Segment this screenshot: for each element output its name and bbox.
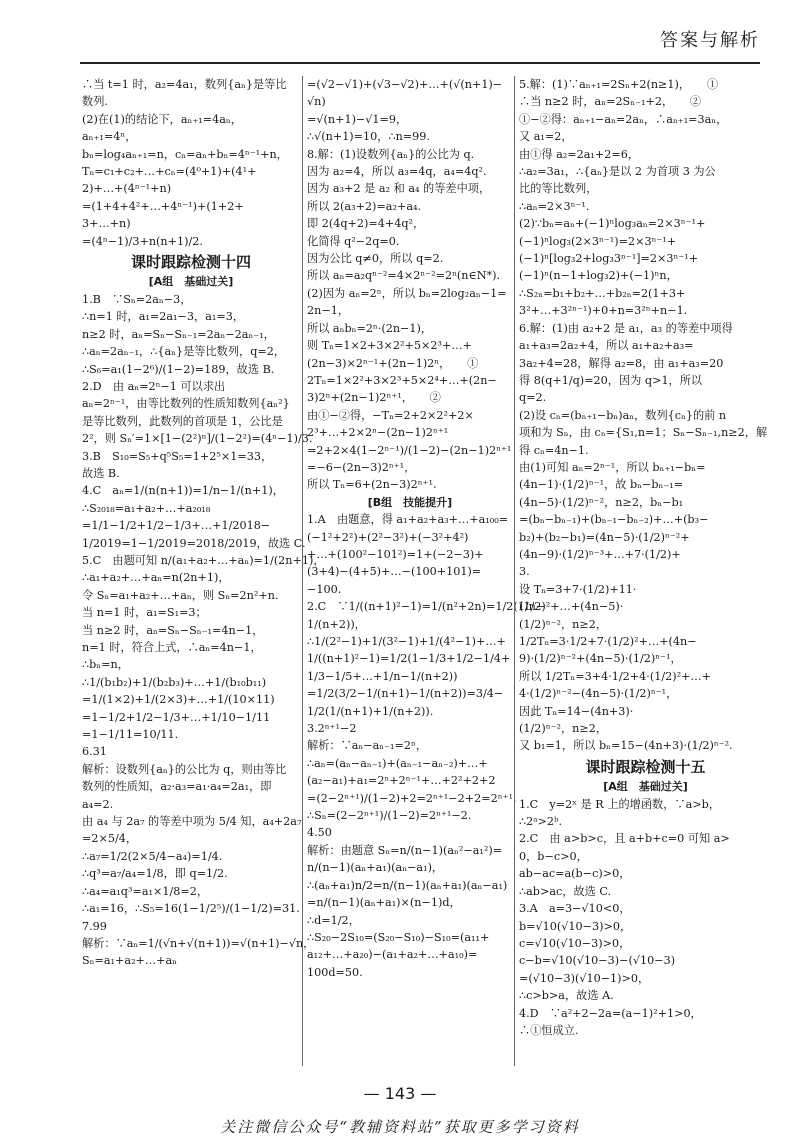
text-line: (4n−1)·(1/2)ⁿ⁻¹，故 bₙ−bₙ₋₁= xyxy=(519,478,684,492)
text-line: =(1+4+4²+…+4ⁿ⁻¹)+(1+2+ xyxy=(82,199,244,213)
text-line: (2)∵bₙ=aₙ+(−1)ⁿlog₃aₙ=2×3ⁿ⁻¹+ xyxy=(519,217,706,231)
section-title: 课时跟踪检测十五 xyxy=(585,757,706,776)
text-line: √n) xyxy=(307,95,326,109)
text-line: 数列. xyxy=(82,95,108,109)
text-line: 100d=50. xyxy=(307,965,363,979)
text-line: 8.解：(1)设数列{aₙ}的公比为 q. xyxy=(307,147,475,161)
text-line: (3+4)−(4+5)+…−(100+101)= xyxy=(307,565,482,579)
text-line: a₁+a₃=2a₂+4，所以 a₁+a₂+a₃= xyxy=(519,339,694,353)
text-line: 2.D 由 aₙ=2ⁿ−1 可以求出 xyxy=(82,379,226,393)
text-line: 所以 aₙ=a₂qⁿ⁻²=4×2ⁿ⁻²=2ⁿ(n∈N*). xyxy=(307,269,501,283)
column-divider xyxy=(514,76,515,1066)
text-line: (2)在(1)的结论下，aₙ₊₁=4aₙ， xyxy=(82,112,242,126)
footer-note: 关注微信公众号“教辅资料站”获取更多学习资料 xyxy=(220,1118,580,1136)
text-line: 即 2(4q+2)=4+4q²， xyxy=(307,217,425,231)
text-line: =1−1/11=10/11. xyxy=(82,728,179,742)
text-line: 3.B S₁₀=S₅+q⁵S₅=1+2⁵×1=33， xyxy=(82,449,273,463)
text-line: 因为 a₃+2 是 a₂ 和 a₄ 的等差中项， xyxy=(307,182,491,196)
text-line: 当 n=1 时，a₁=S₁=3； xyxy=(82,606,207,620)
text-line: a₁₂+…+a₂₀)−(a₁+a₂+…+a₁₀)= xyxy=(307,948,478,962)
text-line: 2.C 由 a>b>c，且 a+b+c=0 可知 a> xyxy=(519,832,730,846)
text-line: 化简得 q²−2q=0. xyxy=(307,234,400,248)
text-line: =(bₙ−bₙ₋₁)+(bₙ₋₁−bₙ₋₂)+…+(b₃− xyxy=(519,513,709,527)
text-line: 9)·(1/2)ⁿ⁻²+(4n−5)·(1/2)ⁿ⁻¹， xyxy=(519,652,682,666)
text-line: ∴当 n≥2 时，aₙ=2Sₙ₋₁+2， ② xyxy=(519,95,702,109)
text-line: 2²，则 Sₙ′=1×[1−(2²)ⁿ]/(1−2²)=(4ⁿ−1)/3. xyxy=(82,432,313,446)
text-line: 4.50 xyxy=(307,826,332,840)
text-line: ∴q³=a₇/a₄=1/8，即 q=1/2. xyxy=(82,867,228,881)
text-line: 由(1)可知 aₙ=2ⁿ⁻¹，所以 bₙ₊₁−bₙ= xyxy=(519,460,706,474)
text-line: 7.99 xyxy=(82,919,107,933)
text-line: 3²+…+3²ⁿ⁻¹)+0+n=3²ⁿ+n−1. xyxy=(519,304,688,318)
group-label: [A组 基础过关] xyxy=(148,275,234,289)
text-line: 又 b₁=1，所以 bₙ=15−(4n+3)·(1/2)ⁿ⁻². xyxy=(519,739,733,753)
text-line: (2)设 cₙ=(bₙ₊₁−bₙ)aₙ，数列{cₙ}的前 n xyxy=(519,408,727,422)
text-line: 4.C aₙ=1/(n(n+1))=1/n−1/(n+1)， xyxy=(82,484,284,498)
column-divider xyxy=(302,76,303,1066)
text-line: ∴1/(b₁b₂)+1/(b₂b₃)+…+1/(b₁₀b₁₁) xyxy=(82,675,267,689)
text-line: 设 Tₙ=3+7·(1/2)+11· xyxy=(519,582,637,596)
text-line: 令 Sₙ=a₁+a₂+…+aₙ，则 Sₙ=2n²+n. xyxy=(82,588,279,602)
text-line: 解析：∵aₙ=1/(√n+√(n+1))=√(n+1)−√n， xyxy=(82,936,315,950)
text-line: aₙ=2ⁿ⁻¹，由等比数列的性质知数列{aₙ²} xyxy=(82,397,290,411)
text-line: 4.D ∵a²+2−2a=(a−1)²+1>0， xyxy=(519,1006,702,1020)
text-line: 所以 2(a₃+2)=a₂+a₄. xyxy=(307,199,422,213)
text-line: =1−1/2+1/2−1/3+…+1/10−1/11 xyxy=(82,710,271,724)
text-line: 3a₂+4=28，解得 a₂=8，由 a₁+a₃=20 xyxy=(519,356,724,370)
group-label: [A组 基础过关] xyxy=(603,780,688,794)
text-line: 解析：设数列{aₙ}的公比为 q，则由等比 xyxy=(82,762,287,776)
page-number: — 143 — xyxy=(363,1084,437,1103)
answer-columns xyxy=(82,76,772,1076)
text-line: 1.C y=2ˣ 是 R 上的增函数，∵a>b， xyxy=(519,797,720,811)
text-line: 由 a₄ 与 2a₇ 的等差中项为 5/4 知，a₄+2a₇ xyxy=(82,815,302,829)
text-line: 1.A 由题意，得 a₁+a₂+a₃+…+a₁₀₀= xyxy=(307,513,509,527)
text-line: 6.解：(1)由 a₂+2 是 a₁，a₃ 的等差中项得 xyxy=(519,321,733,335)
text-line: 则 Tₙ=1×2+3×2²+5×2³+…+ xyxy=(307,339,472,353)
text-line: ∴c>b>a，故选 A. xyxy=(519,989,614,1003)
text-line: (1/2)²+…+(4n−5)· xyxy=(519,600,624,614)
text-line: 因此 Tₙ=14−(4n+3)· xyxy=(519,704,634,718)
text-line: c−b=√10(√10−3)−(√10−3) xyxy=(519,954,676,968)
text-line: 故选 B. xyxy=(82,466,120,480)
text-line: q=2. xyxy=(519,391,547,405)
text-line: (2n−3)×2ⁿ⁻¹+(2n−1)2ⁿ， ① xyxy=(307,356,479,370)
text-line: 又 a₁=2， xyxy=(519,130,573,144)
text-line: =1/1−1/2+1/2−1/3+…+1/2018− xyxy=(82,519,271,533)
text-line: ∴bₙ=n， xyxy=(82,658,129,672)
text-line: ∴①恒成立. xyxy=(519,1023,579,1037)
text-line: ∴a₁=16，∴S₅=16(1−1/2⁵)/(1−1/2)=31. xyxy=(82,902,300,916)
text-line: 1/(n+2))， xyxy=(307,617,366,631)
text-line: 3)2ⁿ+(2n−1)2ⁿ⁺¹， ② xyxy=(307,391,441,405)
text-line: ∴当 t=1 时，a₂=4a₁，数列{aₙ}是等比 xyxy=(82,78,287,91)
text-line: ∴a₄=a₁q³=a₁×1/8=2， xyxy=(82,884,209,898)
text-line: =(4ⁿ−1)/3+n(n+1)/2. xyxy=(82,234,203,248)
text-line: b₂)+(b₂−b₁)=(4n−5)·(1/2)ⁿ⁻²+ xyxy=(519,530,690,544)
text-line: 1/2019=1−1/2019=2018/2019，故选 C. xyxy=(82,536,306,550)
text-line: ∴S₂₀−2S₁₀=(S₂₀−S₁₀)−S₁₀=(a₁₁+ xyxy=(307,930,490,944)
text-line: =n/(n−1)(aₙ+a₁)×(n−1)d， xyxy=(307,896,461,910)
text-line: 由①−②得，−Tₙ=2+2×2²+2× xyxy=(307,408,474,422)
text-line: 0，b−c>0， xyxy=(519,849,588,863)
text-line: (2)因为 aₙ=2ⁿ，所以 bₙ=2log₂aₙ−1= xyxy=(307,286,507,300)
text-line: 项和为 Sₙ，由 cₙ={S₁,n=1；Sₙ−Sₙ₋₁,n≥2，解 xyxy=(519,426,768,440)
text-line: ∴d=1/2， xyxy=(307,913,360,927)
text-line: 因为 a₂=4，所以 a₃=4q，a₄=4q². xyxy=(307,165,487,179)
text-line: 1/2Tₙ=3·1/2+7·(1/2)²+…+(4n− xyxy=(519,635,697,648)
text-line: =√(n+1)−√1=9， xyxy=(307,112,408,126)
text-line: 6.31 xyxy=(82,745,107,759)
text-line: 2.C ∵1/((n+1)²−1)=1/(n²+2n)=1/2(1/n− xyxy=(307,600,546,614)
text-line: (a₂−a₁)+a₁=2ⁿ+2ⁿ⁻¹+…+2²+2+2 xyxy=(307,774,496,788)
text-line: (−1²+2²)+(2²−3²)+(−3²+4²) xyxy=(307,530,469,544)
text-line: n/(n−1)(aₙ+a₁)(aₙ−a₁)， xyxy=(307,861,444,875)
text-line: c=√10(√10−3)>0， xyxy=(519,936,631,950)
text-line: ∴S₂ₙ=b₁+b₂+…+b₂ₙ=2(1+3+ xyxy=(519,286,686,300)
text-line: 3. xyxy=(519,565,530,579)
text-line: ∴1/(2²−1)+1/(3²−1)+1/(4²−1)+…+ xyxy=(307,635,506,648)
text-line: ∴a₇=1/2(2×5/4−a₄)=1/4. xyxy=(82,849,223,863)
text-line: 比的等比数列， xyxy=(519,182,598,196)
text-line: Sₙ=a₁+a₂+…+aₙ xyxy=(82,954,178,968)
text-line: ∴S₂₀₁₈=a₁+a₂+…+a₂₀₁₈ xyxy=(82,501,211,515)
text-line: 3.2ⁿ⁺¹−2 xyxy=(307,722,357,736)
group-label: [B组 技能提升] xyxy=(367,495,453,509)
text-line: 数列的性质知，a₂·a₃=a₁·a₄=2a₁，即 xyxy=(82,780,272,794)
text-line: 所以 aₙbₙ=2ⁿ·(2n−1)， xyxy=(307,321,433,335)
text-line: 5.C 由题可知 n/(a₁+a₂+…+aₙ)=1/(2n+1)， xyxy=(82,553,325,567)
text-line: −100. xyxy=(307,582,342,596)
text-line: ∴aₙ=(aₙ−aₙ₋₁)+(aₙ₋₁−aₙ₋₂)+…+ xyxy=(307,756,488,770)
text-line: 因为公比 q≠0，所以 q=2. xyxy=(307,252,444,266)
text-line: 由①得 a₂=2a₁+2=6， xyxy=(519,147,640,161)
text-line: ∴aₙ=2×3ⁿ⁻¹. xyxy=(519,199,590,213)
text-line: ①−②得：aₙ₊₁−aₙ=2aₙ，∴aₙ₊₁=3aₙ， xyxy=(519,112,728,126)
text-line: 2)+…+(4ⁿ⁻¹+n) xyxy=(82,182,172,196)
text-line: (1/2)ⁿ⁻²，n≥2， xyxy=(519,722,608,736)
text-line: =2×5/4， xyxy=(82,832,138,846)
text-line: 3.A a=3−√10<0， xyxy=(519,902,631,916)
text-line: ∴Sₙ=(2−2ⁿ⁺¹)/(1−2)=2ⁿ⁺¹−2. xyxy=(307,809,472,823)
text-line: 解析：由题意 Sₙ=n/(n−1)(aₙ²−a₁²)= xyxy=(307,843,503,857)
text-line: =−6−(2n−3)2ⁿ⁺¹， xyxy=(307,460,416,474)
text-line: bₙ=log₄aₙ₊₁=n，cₙ=aₙ+bₙ=4ⁿ⁻¹+n， xyxy=(82,147,288,161)
text-line: 是等比数列，此数列的首项是 1，公比是 xyxy=(82,414,283,428)
text-line: =(√10−3)(√10−1)>0， xyxy=(519,971,650,985)
text-line: 4·(1/2)ⁿ⁻²−(4n−5)·(1/2)ⁿ⁻¹， xyxy=(519,687,678,701)
text-line: ∴S₆=a₁(1−2⁶)/(1−2)=189，故选 B. xyxy=(82,362,275,376)
text-line: b=√10(√10−3)>0， xyxy=(519,919,632,933)
text-line: ∴(aₙ+a₁)n/2=n/(n−1)(aₙ+a₁)(aₙ−a₁) xyxy=(307,878,508,892)
text-line: ab−ac=a(b−c)>0， xyxy=(519,867,631,881)
text-line: 得 cₙ=4n−1. xyxy=(519,443,589,457)
text-line: ∴√(n+1)=10，∴n=99. xyxy=(307,130,430,144)
header-rule xyxy=(80,62,760,64)
text-line: a₄=2. xyxy=(82,797,114,811)
text-line: 1/3−1/5+…+1/n−1/(n+2)) xyxy=(307,669,458,683)
text-line: n≥2 时，aₙ=Sₙ−Sₙ₋₁=2aₙ−2aₙ₋₁， xyxy=(82,327,275,341)
text-line: n=1 时，符合上式，∴aₙ=4n−1， xyxy=(82,641,262,654)
text-line: (4n−9)·(1/2)ⁿ⁻³+…+7·(1/2)+ xyxy=(519,547,681,561)
text-line: Tₙ=c₁+c₂+…+cₙ=(4⁰+1)+(4¹+ xyxy=(82,165,257,179)
text-line: 所以 1/2Tₙ=3+4·1/2+4·(1/2)²+…+ xyxy=(519,669,711,683)
text-line: =1/(1×2)+1/(2×3)+…+1/(10×11) xyxy=(82,693,275,707)
text-line: 2Tₙ=1×2²+3×2³+5×2⁴+…+(2n− xyxy=(307,373,497,387)
text-line: ∴a₁+a₂+…+aₙ=n(2n+1)， xyxy=(82,571,230,585)
text-line: 2n−1， xyxy=(307,304,350,318)
text-line: =2+2×4(1−2ⁿ⁻¹)/(1−2)−(2n−1)2ⁿ⁺¹ xyxy=(307,443,512,457)
text-line: 3+…+n) xyxy=(82,217,131,231)
section-title: 课时跟踪检测十四 xyxy=(130,253,251,272)
text-line: 1/2(1/(n+1)+1/(n+2)). xyxy=(307,704,434,718)
text-line: 5.解：(1)∵aₙ₊₁=2Sₙ+2(n≥1)， ① xyxy=(519,78,719,91)
text-line: 得 8(q+1/q)=20，因为 q>1，所以 xyxy=(519,373,703,387)
text-line: 所以 Tₙ=6+(2n−3)2ⁿ⁺¹. xyxy=(307,478,437,492)
text-line: 1.B ∵Sₙ=2aₙ−3， xyxy=(82,292,192,306)
text-line: +…+(100²−101²)=1+(−2−3)+ xyxy=(307,547,484,561)
text-line: ∴ab>ac，故选 C. xyxy=(519,884,612,898)
text-line: =(2−2ⁿ⁺¹)/(1−2)+2=2ⁿ⁺¹−2+2=2ⁿ⁺¹. xyxy=(307,791,517,805)
text-line: (−1)ⁿlog₃(2×3ⁿ⁻¹)=2×3ⁿ⁻¹+ xyxy=(519,234,677,248)
text-line: 1/((n+1)²−1)=1/2(1−1/3+1/2−1/4+ xyxy=(307,652,511,666)
text-line: 2³+…+2×2ⁿ−(2n−1)2ⁿ⁺¹ xyxy=(307,426,449,440)
text-line: (1/2)ⁿ⁻²，n≥2， xyxy=(519,617,608,631)
page-header xyxy=(0,0,800,68)
text-line: ∴a₂=3a₁，∴{aₙ}是以 2 为首项 3 为公 xyxy=(519,165,716,179)
column-3 xyxy=(519,76,772,1076)
text-line: 当 n≥2 时，aₙ=Sₙ−Sₙ₋₁=4n−1， xyxy=(82,623,264,637)
text-line: =1/2(3/2−1/(n+1)−1/(n+2))=3/4− xyxy=(307,687,504,701)
text-line: ∴aₙ=2aₙ₋₁，∴{aₙ}是等比数列，q=2， xyxy=(82,345,286,359)
text-line: ∴2ᵃ>2ᵇ. xyxy=(519,815,563,829)
text-line: (−1)ⁿ[log₃2+log₃3ⁿ⁻¹]=2×3ⁿ⁻¹+ xyxy=(519,252,699,266)
text-line: aₙ₊₁=4ⁿ， xyxy=(82,130,137,144)
header-title: 答案与解析 xyxy=(660,30,760,51)
text-line: =(√2−√1)+(√3−√2)+…+(√(n+1)− xyxy=(307,78,503,91)
text-line: (4n−5)·(1/2)ⁿ⁻²，n≥2，bₙ−b₁ xyxy=(519,495,684,509)
text-line: ∴n=1 时，a₁=2a₁−3，a₁=3， xyxy=(82,310,245,324)
text-line: (−1)ⁿ(n−1+log₃2)+(−1)ⁿn， xyxy=(519,269,678,283)
text-line: 解析：∵aₙ−aₙ₋₁=2ⁿ， xyxy=(307,739,428,753)
